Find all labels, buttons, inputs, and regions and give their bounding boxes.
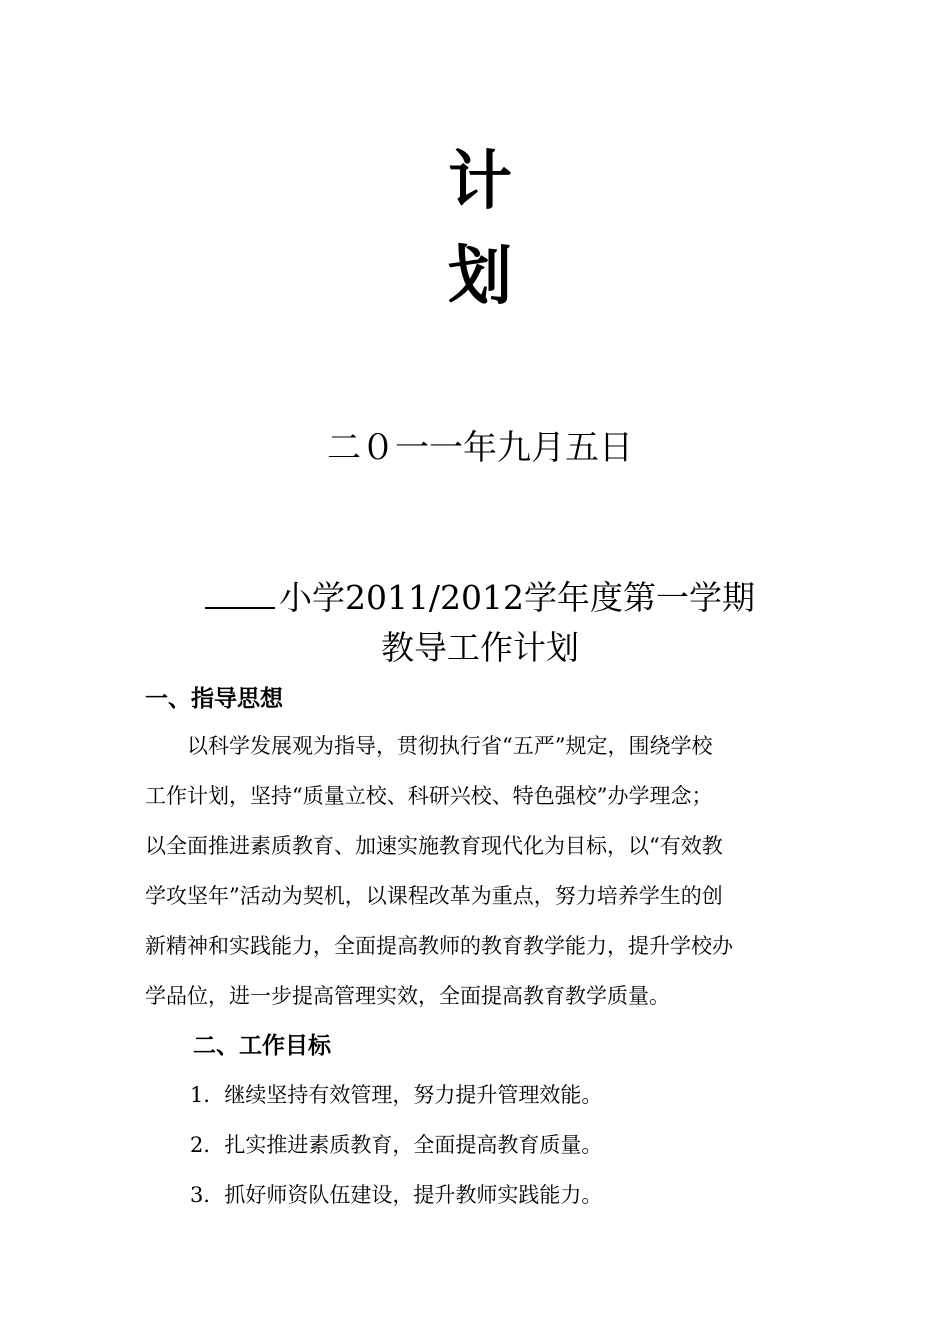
paragraph-line: 工作计划，坚持“质量立校、科研兴校、特色强校”办学理念；	[145, 784, 713, 808]
school-name-blank	[205, 579, 275, 609]
goal-list-item: 2．扎实推进素质教育，全面提高教育质量。	[190, 1133, 603, 1157]
goal-list-item: 1．继续坚持有效管理，努力提升管理效能。	[190, 1083, 603, 1107]
paragraph-line: 以全面推进素质教育、加速实施教育现代化为目标，以“有效教	[145, 834, 723, 858]
document-title-text: 小学2011/2012学年度第一学期	[278, 578, 756, 617]
cover-title-char: 计	[448, 144, 512, 219]
paragraph-line: 新精神和实践能力，全面提高教师的教育教学能力，提升学校办	[145, 934, 733, 958]
cover-date: 二０一一年九月五日	[327, 428, 633, 468]
paragraph-line: 以科学发展观为指导，贯彻执行省“五严”规定，围绕学校	[145, 734, 713, 758]
document-title-line-2: 教导工作计划	[381, 628, 579, 667]
paragraph-line: 学攻坚年”活动为契机，以课程改革为重点，努力培养学生的创	[145, 884, 723, 908]
paragraph-line: 学品位，进一步提高管理实效，全面提高教育教学质量。	[145, 984, 670, 1008]
document-title-line-1	[0, 578, 950, 618]
section-heading-guiding-thought: 一、指导思想	[145, 685, 283, 712]
goal-list-item: 3．抓好师资队伍建设，提升教师实践能力。	[190, 1183, 603, 1207]
cover-title-char: 划	[448, 239, 512, 314]
section-heading-work-goals: 二、工作目标	[193, 1032, 331, 1059]
